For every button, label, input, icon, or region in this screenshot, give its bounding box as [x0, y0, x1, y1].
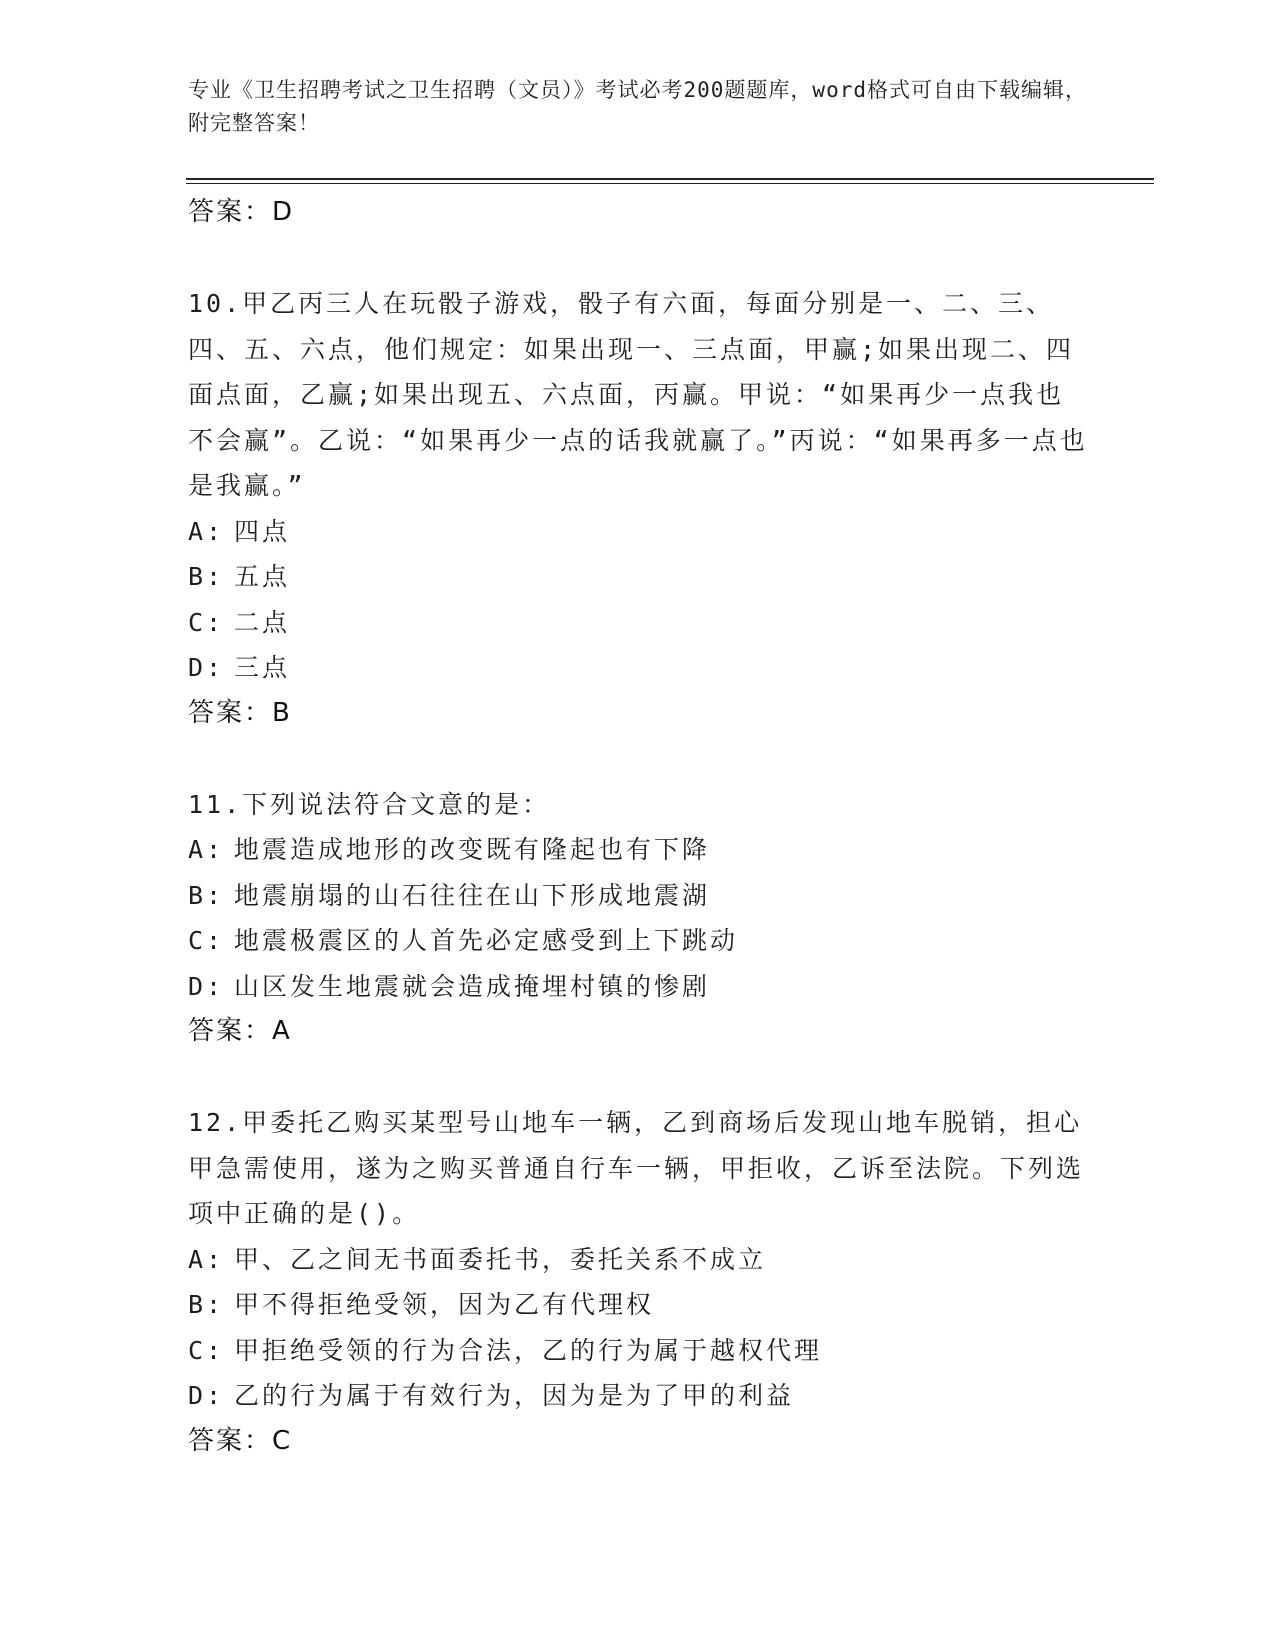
header-rule-thick [186, 178, 1154, 180]
option-text: 地震造成地形的改变既有隆起也有下降 [234, 835, 711, 864]
option-text: 四点 [234, 516, 291, 546]
option-b [188, 1282, 1088, 1328]
option-key: D: [188, 653, 225, 682]
option-text: 三点 [234, 653, 291, 682]
answer-line: 答案：D [188, 197, 295, 227]
option-key: C: [188, 607, 225, 637]
option-text: 二点 [234, 607, 291, 637]
option-c [188, 1328, 1088, 1374]
option-a [188, 827, 1088, 873]
header-text: 专业《卫生招聘考试之卫生招聘（文员）》考试必考200题题库，word格式可自由下载编辑，附完整答案！ [188, 78, 1087, 135]
option-key: C: [188, 1335, 225, 1365]
option-key: D: [188, 1381, 225, 1410]
option-d [188, 1373, 1088, 1419]
answer-line: 答案：B [188, 697, 292, 728]
option-text: 五点 [234, 562, 291, 591]
option-text: 甲不得拒绝受领，因为乙有代理权 [234, 1290, 655, 1319]
option-d [188, 964, 1088, 1010]
option-b [188, 873, 1088, 919]
option-key: B: [188, 562, 225, 591]
option-text: 乙的行为属于有效行为，因为是为了甲的利益 [234, 1381, 795, 1410]
question-text: 10.甲乙丙三人在玩骰子游戏，骰子有六面，每面分别是一、二、三、四、五、六点，他们规定：如果出现一、三点面，甲赢;如果出现二、四面点面，乙赢;如果出现五、六点面，丙赢。甲说：“如果再少一点我也不会赢”。乙说：“如果再少一点的话我就赢了。”丙说：“如果再多一点也是我赢。” [188, 289, 1088, 500]
option-text: 甲拒绝受领的行为合法，乙的行为属于越权代理 [234, 1335, 823, 1365]
option-d [188, 645, 1088, 691]
option-key: A: [188, 1244, 225, 1274]
option-key: D: [188, 971, 225, 1001]
option-text: 地震极震区的人首先必定感受到上下跳动 [234, 926, 739, 955]
question-block [188, 782, 1088, 1055]
option-key: A: [188, 516, 225, 546]
answer-line: 答案：A [188, 1016, 292, 1046]
question-text: 11.下列说法符合文意的是： [188, 789, 551, 819]
option-c [188, 600, 1088, 646]
question-block [188, 1100, 1088, 1464]
option-c [188, 918, 1088, 964]
header-rule-thin [186, 183, 1154, 184]
option-text: 甲、乙之间无书面委托书，委托关系不成立 [234, 1244, 767, 1274]
option-b [188, 554, 1088, 600]
option-a [188, 1237, 1088, 1283]
option-text: 地震崩塌的山石往往在山下形成地震湖 [234, 880, 711, 910]
page-header [188, 74, 1088, 140]
option-key: B: [188, 1290, 225, 1319]
option-key: B: [188, 880, 225, 910]
option-text: 山区发生地震就会造成掩埋村镇的惨剧 [234, 971, 711, 1001]
question-text: 12.甲委托乙购买某型号山地车一辆，乙到商场后发现山地车脱销，担心甲急需使用，遂为之购买普通自行车一辆，甲拒收，乙诉至法院。下列选项中正确的是()。 [188, 1108, 1085, 1228]
option-a [188, 509, 1088, 555]
document-body [188, 190, 1088, 1464]
question-block [188, 281, 1088, 736]
answer-line: 答案：C [188, 1425, 293, 1456]
option-key: A: [188, 835, 225, 864]
option-key: C: [188, 926, 225, 955]
